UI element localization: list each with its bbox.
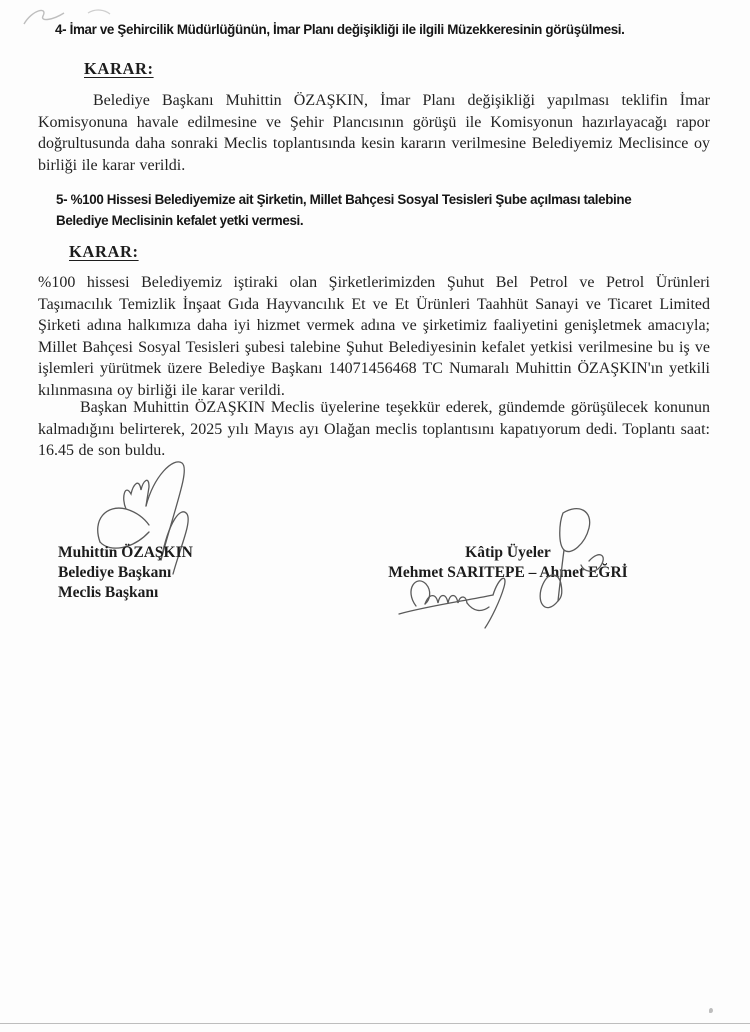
decision-heading-2: KARAR: xyxy=(69,242,139,261)
decision-paragraph-2: %100 hissesi Belediyemiz iştiraki olan Şirketlerimizden Şuhut Bel Petrol ve Petrol Ürünleri Taşımacılık Temizlik İnşaat Gıda Hayvancılık Et ve Et Ürünleri Taahhüt Sanayi ve Ticaret Limited Şirketi adına halkımıza daha iyi hizmet vermek adına ve şirketimiz faaliyetini genişletmek amacıyla; Millet Bahçesi Sosyal Tesisleri şubesi talebine Şuhut Belediyesinin kefalet yetkisi verilmesine bu iş ve işlemleri yürütmek üzere Belediye Başkanı 14071456468 TC Numaralı Muhittin ÖZAŞKIN'ın yetkili kılınmasına oy birliği ile karar verildi. xyxy=(38,274,710,399)
clerk-members-heading: Kâtip Üyeler xyxy=(465,544,551,561)
signatory-left-block xyxy=(58,543,193,603)
clerk-members-names: Mehmet SARITEPE – Ahmet EĞRİ xyxy=(388,564,628,581)
signatory-left-title1: Belediye Başkanı xyxy=(58,564,172,581)
signatory-right-block xyxy=(382,543,634,583)
signatory-left-name: Muhittin ÖZAŞKIN xyxy=(58,544,193,561)
scan-edge-line xyxy=(0,1023,750,1024)
closing-paragraph: Başkan Muhittin ÖZAŞKIN Meclis üyelerine teşekkür ederek, gündemde görüşülecek konunun kalmadığını belirterek, 2025 yılı Mayıs ayı Olağan meclis toplantısını kapatıyorum dedi. Toplantı saat: 16.45 de son buldu. xyxy=(38,399,710,459)
decision-heading-1: KARAR: xyxy=(84,59,154,78)
scan-dot-artifact xyxy=(709,1008,713,1013)
agenda-item-5-heading: 5- %100 Hissesi Belediyemize ait Şirketin, Millet Bahçesi Sosyal Tesisleri Şube açılması talebine Belediye Meclisinin kefalet yetki vermesi. xyxy=(56,192,632,228)
decision-paragraph-1: Belediye Başkanı Muhittin ÖZAŞKIN, İmar Planı değişikliği yapılması teklifin İmar Komisyonuna havale edilmesine ve Şehir Plancısının görüşü ile Komisyonun hazırlayacağı rapor doğrultusunda daha sonraki Meclis toplantısında kesin kararın verilmesine Belediyemiz Meclisince oy birliği ile karar verildi. xyxy=(38,92,710,174)
agenda-item-4-heading: 4- İmar ve Şehircilik Müdürlüğünün, İmar Planı değişikliği ile ilgili Müzekkeresinin görüşülmesi. xyxy=(55,22,625,37)
signatory-left-title2: Meclis Başkanı xyxy=(58,584,159,601)
